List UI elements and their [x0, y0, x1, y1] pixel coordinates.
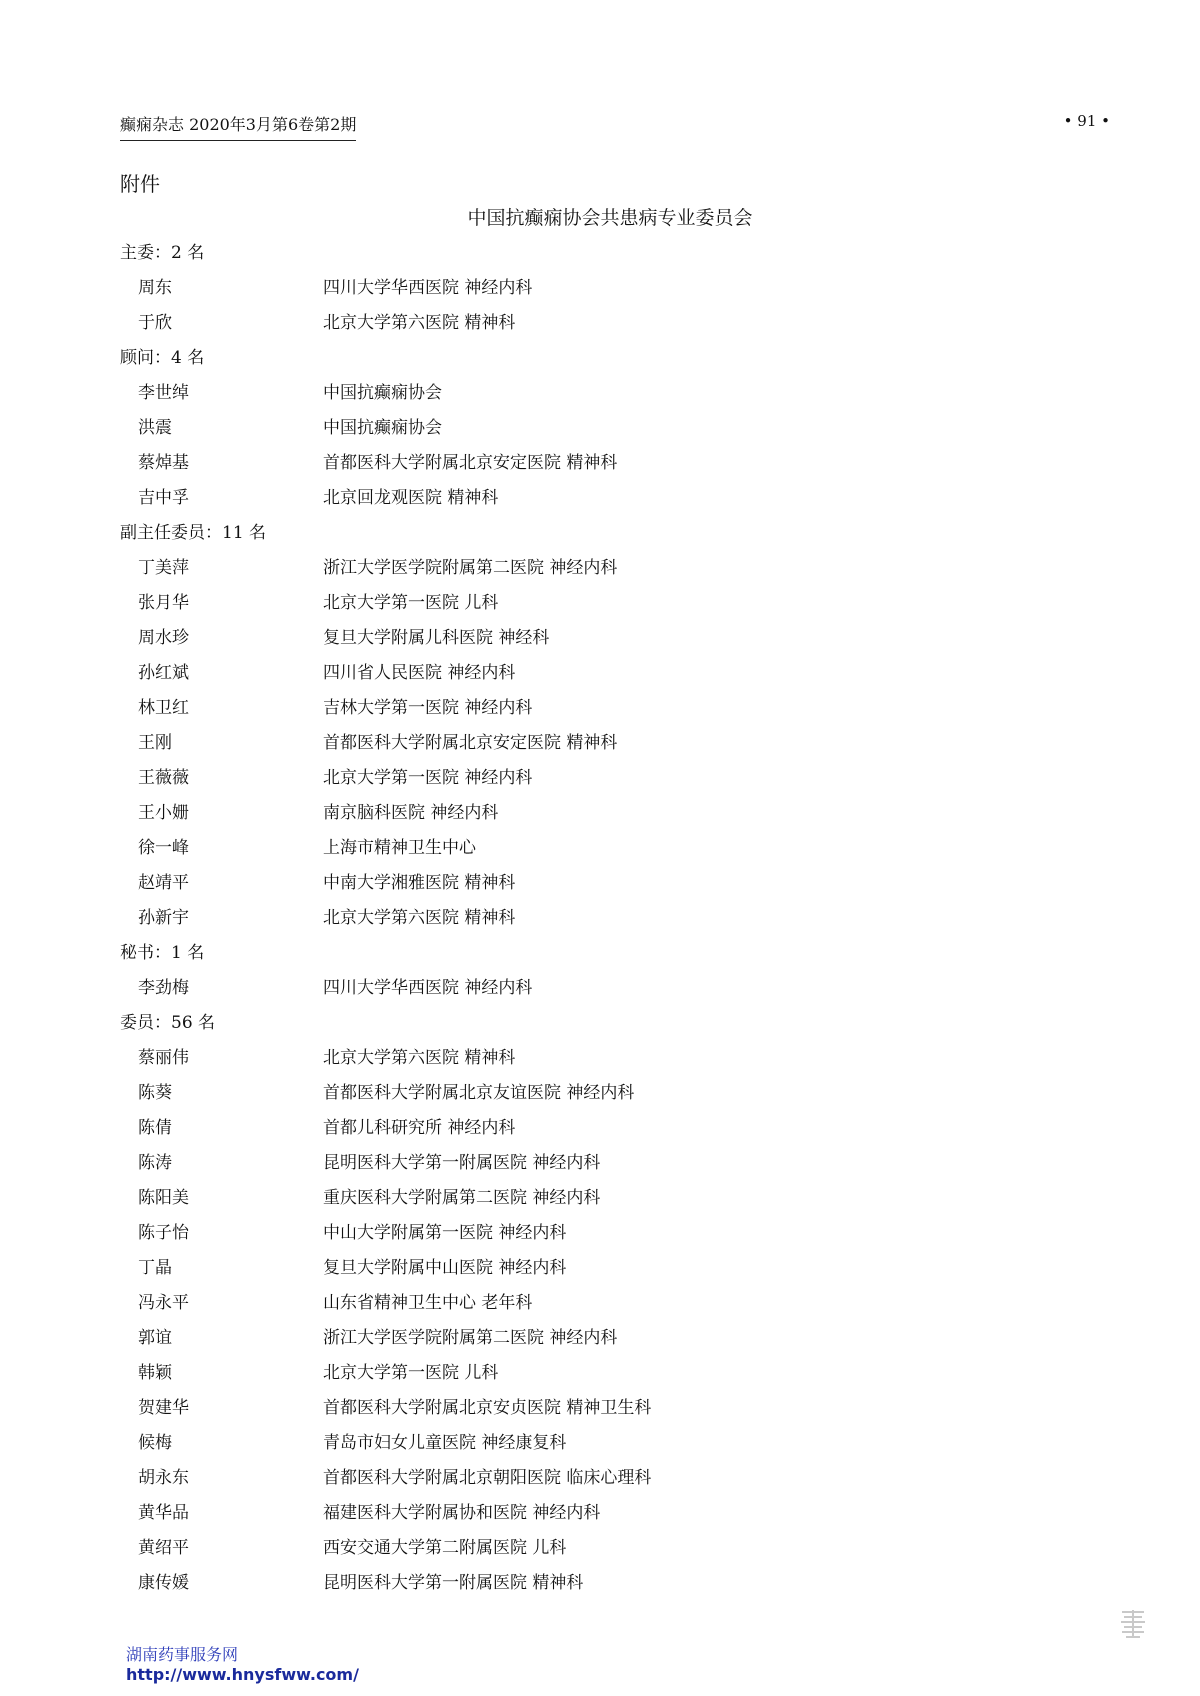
member-affiliation: 中国抗癫痫协会 [323, 418, 442, 438]
member-name: 康传媛 [138, 1573, 189, 1593]
member-name: 陈涛 [138, 1153, 172, 1173]
section-heading: 副主任委员：11 名 [120, 523, 267, 543]
member-affiliation: 福建医科大学附属协和医院 神经内科 [323, 1503, 601, 1523]
member-name: 孙红斌 [138, 663, 189, 683]
member-affiliation: 首都医科大学附属北京安贞医院 精神卫生科 [323, 1398, 652, 1418]
member-affiliation: 青岛市妇女儿童医院 神经康复科 [323, 1433, 567, 1453]
member-name: 胡永东 [138, 1468, 189, 1488]
journal-citation: 癫痫杂志 2020年3月第6卷第2期 [120, 112, 356, 141]
attachment-label: 附件 [120, 172, 160, 196]
member-row [120, 866, 1100, 901]
member-affiliation: 北京大学第一医院 儿科 [323, 1363, 499, 1383]
member-row [120, 1531, 1100, 1566]
member-affiliation: 上海市精神卫生中心 [323, 838, 476, 858]
member-name: 洪震 [138, 418, 172, 438]
member-affiliation: 南京脑科医院 神经内科 [323, 803, 499, 823]
member-affiliation: 首都医科大学附属北京友谊医院 神经内科 [323, 1083, 635, 1103]
member-affiliation: 首都医科大学附属北京安定医院 精神科 [323, 453, 618, 473]
member-row [120, 691, 1100, 726]
member-name: 林卫红 [138, 698, 189, 718]
member-row [120, 551, 1100, 586]
member-row [120, 446, 1100, 481]
member-name: 陈阳美 [138, 1188, 189, 1208]
section-heading: 主委：2 名 [120, 243, 205, 263]
member-name: 王薇薇 [138, 768, 189, 788]
member-row [120, 1181, 1100, 1216]
section-heading: 秘书：1 名 [120, 943, 205, 963]
member-row [120, 971, 1100, 1006]
member-name: 吉中孚 [138, 488, 189, 508]
member-row [120, 726, 1100, 761]
member-affiliation: 北京大学第一医院 神经内科 [323, 768, 533, 788]
member-row [120, 586, 1100, 621]
member-name: 李世绰 [138, 383, 189, 403]
document-title: 中国抗癫痫协会共患病专业委员会 [467, 207, 753, 229]
member-row [120, 1216, 1100, 1251]
member-name: 黄华品 [138, 1503, 189, 1523]
member-affiliation: 浙江大学医学院附属第二医院 神经内科 [323, 1328, 618, 1348]
member-name: 王刚 [138, 733, 172, 753]
member-affiliation: 复旦大学附属中山医院 神经内科 [323, 1258, 567, 1278]
member-name: 徐一峰 [138, 838, 189, 858]
member-name: 周东 [138, 278, 172, 298]
footer-url[interactable]: http://www.hnysfww.com/ [126, 1665, 359, 1684]
member-row [120, 306, 1100, 341]
member-affiliation: 中国抗癫痫协会 [323, 383, 442, 403]
member-name: 李劲梅 [138, 978, 189, 998]
member-affiliation: 北京大学第六医院 精神科 [323, 313, 516, 333]
member-affiliation: 中南大学湘雅医院 精神科 [323, 873, 516, 893]
committee-member-list [120, 236, 1100, 1601]
member-name: 陈子怡 [138, 1223, 189, 1243]
member-name: 韩颖 [138, 1363, 172, 1383]
member-row [120, 1146, 1100, 1181]
footer-site-name: 湖南药事服务网 [126, 1645, 239, 1664]
member-name: 陈葵 [138, 1083, 172, 1103]
page-number: • 91 • [1063, 112, 1110, 130]
member-affiliation: 首都儿科研究所 神经内科 [323, 1118, 516, 1138]
member-affiliation: 北京大学第六医院 精神科 [323, 1048, 516, 1068]
member-affiliation: 昆明医科大学第一附属医院 精神科 [323, 1573, 584, 1593]
member-affiliation: 首都医科大学附属北京安定医院 精神科 [323, 733, 618, 753]
member-affiliation: 四川大学华西医院 神经内科 [323, 978, 533, 998]
member-row [120, 271, 1100, 306]
member-affiliation: 北京大学第六医院 精神科 [323, 908, 516, 928]
member-name: 郭谊 [138, 1328, 172, 1348]
member-name: 丁美萍 [138, 558, 189, 578]
member-row [120, 376, 1100, 411]
member-affiliation: 西安交通大学第二附属医院 儿科 [323, 1538, 567, 1558]
member-name: 张月华 [138, 593, 189, 613]
member-affiliation: 四川省人民医院 神经内科 [323, 663, 516, 683]
member-row [120, 1321, 1100, 1356]
member-row [120, 761, 1100, 796]
member-affiliation: 重庆医科大学附属第二医院 神经内科 [323, 1188, 601, 1208]
member-name: 黄绍平 [138, 1538, 189, 1558]
member-affiliation: 山东省精神卫生中心 老年科 [323, 1293, 533, 1313]
member-name: 蔡焯基 [138, 453, 189, 473]
member-affiliation: 四川大学华西医院 神经内科 [323, 278, 533, 298]
member-row [120, 1496, 1100, 1531]
section-heading: 顾问：4 名 [120, 348, 205, 368]
member-name: 蔡丽伟 [138, 1048, 189, 1068]
member-row [120, 1356, 1100, 1391]
member-name: 王小姗 [138, 803, 189, 823]
member-row [120, 1076, 1100, 1111]
member-row [120, 796, 1100, 831]
member-row [120, 1426, 1100, 1461]
member-affiliation: 中山大学附属第一医院 神经内科 [323, 1223, 567, 1243]
member-row [120, 901, 1100, 936]
member-name: 于欣 [138, 313, 172, 333]
member-affiliation: 复旦大学附属儿科医院 神经科 [323, 628, 550, 648]
member-name: 孙新宇 [138, 908, 189, 928]
member-row [120, 621, 1100, 656]
member-row [120, 1111, 1100, 1146]
member-row [120, 1461, 1100, 1496]
member-row [120, 1566, 1100, 1601]
member-name: 贺建华 [138, 1398, 189, 1418]
member-name: 丁晶 [138, 1258, 172, 1278]
member-row [120, 1041, 1100, 1076]
member-name: 冯永平 [138, 1293, 189, 1313]
member-name: 赵靖平 [138, 873, 189, 893]
member-affiliation: 昆明医科大学第一附属医院 神经内科 [323, 1153, 601, 1173]
member-row [120, 656, 1100, 691]
member-name: 陈倩 [138, 1118, 172, 1138]
member-affiliation: 首都医科大学附属北京朝阳医院 临床心理科 [323, 1468, 652, 1488]
member-name: 周水珍 [138, 628, 189, 648]
library-seal-icon [1118, 1608, 1148, 1640]
member-row [120, 1286, 1100, 1321]
member-affiliation: 北京大学第一医院 儿科 [323, 593, 499, 613]
member-row [120, 831, 1100, 866]
footer [126, 1645, 359, 1685]
member-affiliation: 浙江大学医学院附属第二医院 神经内科 [323, 558, 618, 578]
member-affiliation: 北京回龙观医院 精神科 [323, 488, 499, 508]
member-row [120, 1391, 1100, 1426]
page-header [120, 112, 1110, 142]
member-row [120, 481, 1100, 516]
member-row [120, 411, 1100, 446]
member-affiliation: 吉林大学第一医院 神经内科 [323, 698, 533, 718]
member-row [120, 1251, 1100, 1286]
member-name: 候梅 [138, 1433, 172, 1453]
section-heading: 委员：56 名 [120, 1013, 216, 1033]
